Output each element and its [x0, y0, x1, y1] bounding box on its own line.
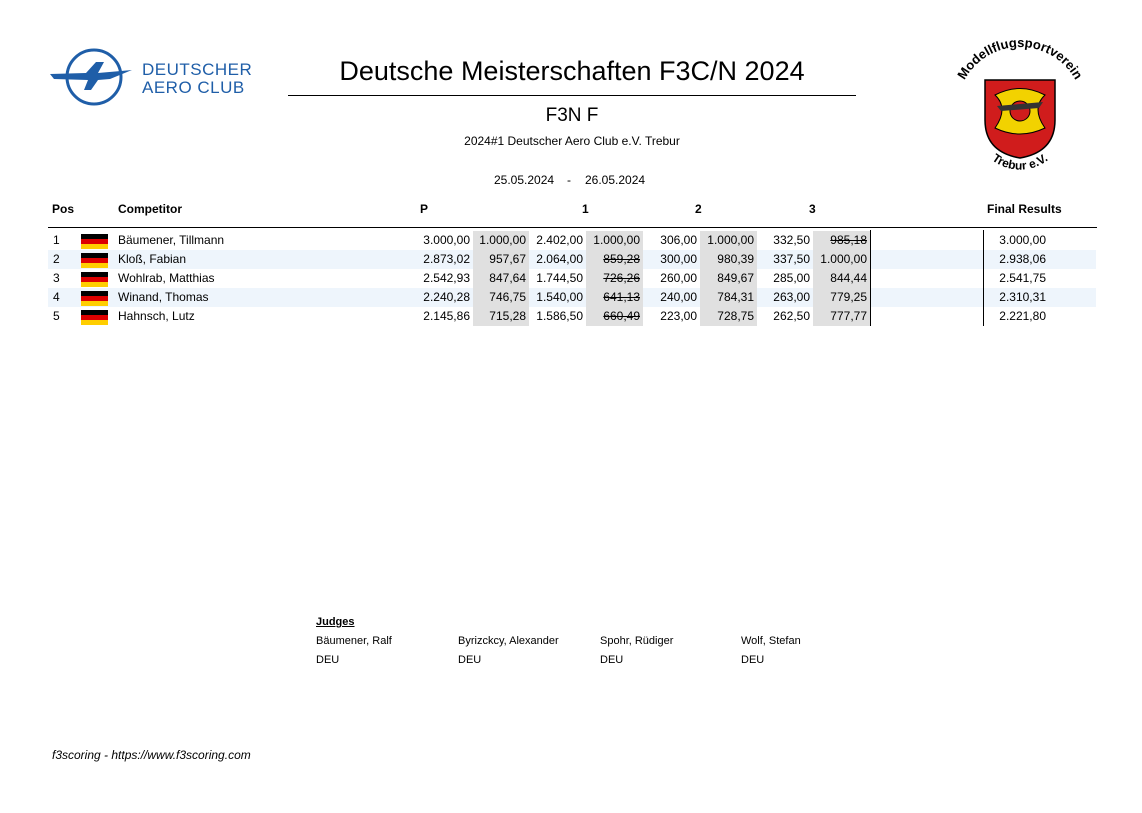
- final-result: 2.310,31: [999, 290, 1046, 304]
- score-r3-raw: 285,00: [773, 271, 810, 285]
- score-p-norm: 847,64: [473, 269, 529, 288]
- score-p-norm: 715,28: [473, 307, 529, 326]
- score-p-raw: 3.000,00: [423, 233, 470, 247]
- table-row: [48, 307, 1096, 326]
- score-r1-raw: 1.586,50: [536, 309, 583, 323]
- score-r1-norm: 1.000,00: [586, 231, 643, 250]
- page-title: Deutsche Meisterschaften F3C/N 2024: [339, 56, 805, 86]
- title-divider: [288, 95, 856, 96]
- score-r2-raw: 260,00: [660, 271, 697, 285]
- dac-logo-text-line1: DEUTSCHER: [142, 60, 253, 79]
- score-r2-norm: 728,75: [700, 307, 757, 326]
- score-r2-norm: 1.000,00: [700, 231, 757, 250]
- column-divider-rounds: [870, 230, 871, 326]
- score-p-norm: 746,75: [473, 288, 529, 307]
- score-r2-norm: 980,39: [700, 250, 757, 269]
- competitor-name: Wohlrab, Matthias: [118, 271, 215, 285]
- final-result: 2.221,80: [999, 309, 1046, 323]
- germany-flag-icon: [81, 310, 108, 325]
- header-round-2: 2: [695, 202, 702, 216]
- score-p-raw: 2.873,02: [423, 252, 470, 266]
- germany-flag-icon: [81, 291, 108, 306]
- final-result: 2.541,75: [999, 271, 1046, 285]
- score-r3-norm: 844,44: [813, 269, 870, 288]
- table-row: [48, 288, 1096, 307]
- judges-heading: Judges: [316, 616, 355, 628]
- club-crest-icon: [945, 40, 1095, 175]
- germany-flag-icon: [81, 272, 108, 287]
- header-divider: [48, 227, 1097, 228]
- score-r2-raw: 306,00: [660, 233, 697, 247]
- score-r1-raw: 1.744,50: [536, 271, 583, 285]
- score-r3-norm: 1.000,00: [813, 250, 870, 269]
- header-round-3: 3: [809, 202, 816, 216]
- score-r1-raw: 1.540,00: [536, 290, 583, 304]
- header-preliminary: P: [420, 202, 429, 216]
- score-r3-raw: 337,50: [773, 252, 810, 266]
- score-r3-norm: 779,25: [813, 288, 870, 307]
- score-r3-raw: 262,50: [773, 309, 810, 323]
- judge-nation: DEU: [600, 654, 624, 666]
- club-logo: [945, 40, 1095, 175]
- score-r2-raw: 300,00: [660, 252, 697, 266]
- score-r2-norm: 849,67: [700, 269, 757, 288]
- competitor-name: Hahnsch, Lutz: [118, 309, 195, 323]
- column-divider-final: [983, 230, 984, 326]
- germany-flag-icon: [81, 253, 108, 268]
- score-r1-raw: 2.064,00: [536, 252, 583, 266]
- table-row: [48, 269, 1096, 288]
- score-r1-norm: 726,26: [586, 269, 643, 288]
- row-position: 5: [53, 309, 60, 323]
- class-subtitle: F3N F: [545, 105, 599, 126]
- row-position: 1: [53, 233, 60, 247]
- judge-nation: DEU: [316, 654, 340, 666]
- score-r1-norm: 641,13: [586, 288, 643, 307]
- competitor-name: Bäumener, Tillmann: [118, 233, 225, 247]
- date-from: 25.05.2024: [494, 173, 555, 187]
- judge-nation: DEU: [458, 654, 482, 666]
- score-r2-norm: 784,31: [700, 288, 757, 307]
- date-separator: -: [567, 173, 571, 187]
- score-r2-raw: 240,00: [660, 290, 697, 304]
- judge-nation: DEU: [741, 654, 765, 666]
- header-final-results: Final Results: [987, 202, 1062, 216]
- germany-flag-icon: [81, 234, 108, 249]
- score-r3-norm: 985,18: [813, 231, 870, 250]
- header-pos: Pos: [52, 202, 75, 216]
- row-position: 3: [53, 271, 60, 285]
- judge-name: Bäumener, Ralf: [316, 635, 392, 647]
- table-row: [48, 250, 1096, 269]
- score-r1-norm: 859,28: [586, 250, 643, 269]
- competitor-name: Kloß, Fabian: [118, 252, 187, 266]
- final-result: 2.938,06: [999, 252, 1046, 266]
- header-competitor: Competitor: [118, 202, 182, 216]
- score-p-norm: 957,67: [473, 250, 529, 269]
- row-position: 4: [53, 290, 60, 304]
- final-result: 3.000,00: [999, 233, 1046, 247]
- judge-name: Wolf, Stefan: [741, 635, 801, 647]
- score-p-raw: 2.240,28: [423, 290, 470, 304]
- score-p-raw: 2.145,86: [423, 309, 470, 323]
- competitor-name: Winand, Thomas: [118, 290, 209, 304]
- table-row: [48, 231, 1096, 250]
- row-position: 2: [53, 252, 60, 266]
- judge-name: Spohr, Rüdiger: [600, 635, 674, 647]
- header-round-1: 1: [582, 202, 589, 216]
- score-r3-raw: 332,50: [773, 233, 810, 247]
- judge-name: Byrizckcy, Alexander: [458, 635, 559, 647]
- score-r1-norm: 660,49: [586, 307, 643, 326]
- event-name: 2024#1 Deutscher Aero Club e.V. Trebur: [464, 134, 680, 148]
- svg-text:Trebur e.V.: Trebur e.V.: [989, 150, 1051, 173]
- svg-text:Modellflugsportverein: Modellflugsportverein: [954, 40, 1086, 82]
- score-r2-raw: 223,00: [660, 309, 697, 323]
- score-r3-norm: 777,77: [813, 307, 870, 326]
- dac-logo-text-line2: AERO CLUB: [142, 78, 245, 97]
- dac-emblem-icon: [48, 46, 143, 108]
- score-r1-raw: 2.402,00: [536, 233, 583, 247]
- score-p-raw: 2.542,93: [423, 271, 470, 285]
- score-p-norm: 1.000,00: [473, 231, 529, 250]
- date-to: 26.05.2024: [585, 173, 646, 187]
- score-r3-raw: 263,00: [773, 290, 810, 304]
- footer-credit: f3scoring - https://www.f3scoring.com: [52, 748, 251, 762]
